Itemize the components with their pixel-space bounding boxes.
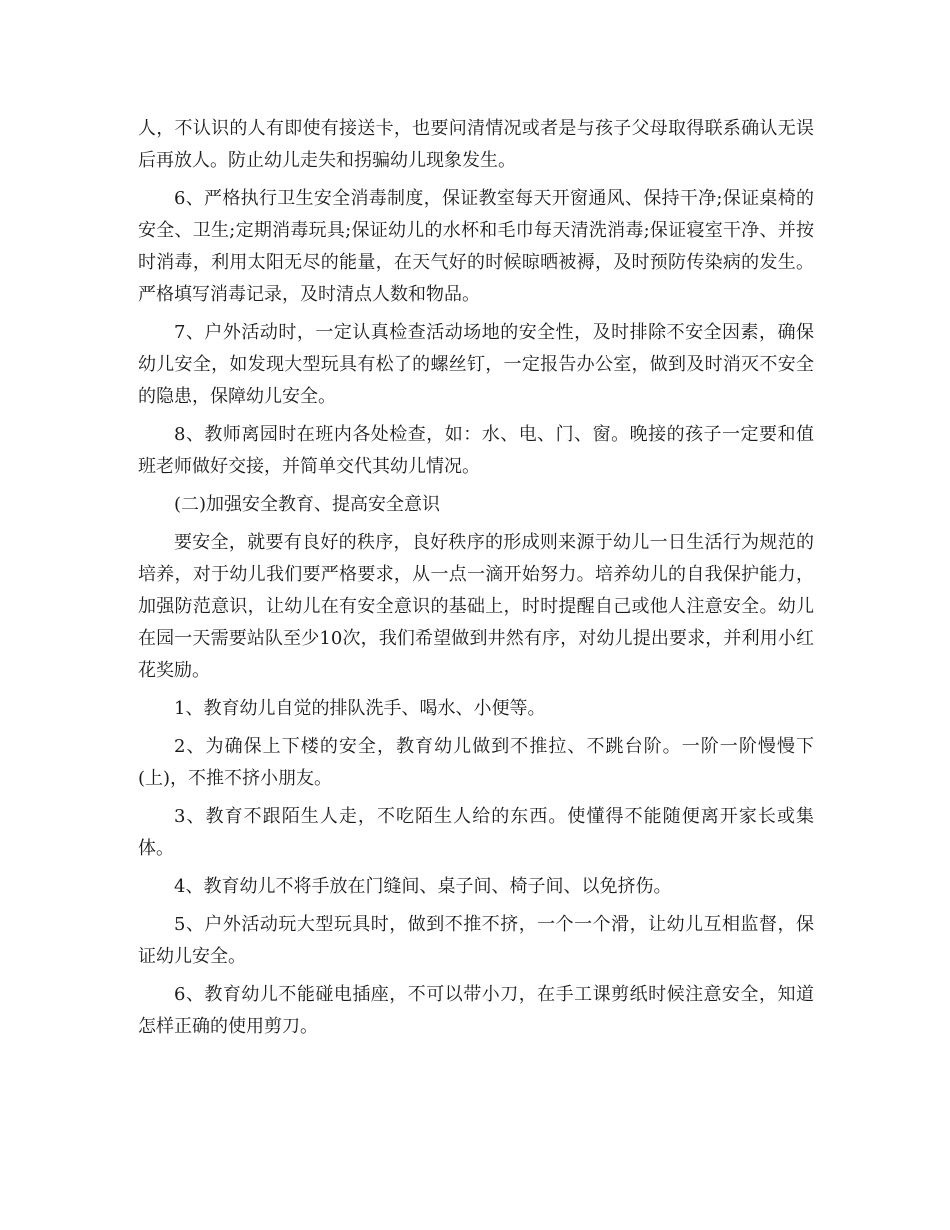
list-item-playground: 5、户外活动玩大型玩具时，做到不推不挤，一个一个滑，让幼儿互相监督，保证幼儿安全。: [138, 914, 814, 967]
document-body: [138, 113, 814, 1049]
paragraph-outdoor-check: 7、户外活动时，一定认真检查活动场地的安全性，及时排除不安全因素，确保幼儿安全，如发现大型玩具有松了的螺丝钉，一定报告办公室，做到及时消灭不安全的隐患，保障幼儿安全。: [138, 322, 814, 407]
paragraph-continued: 人，不认识的人有即使有接送卡，也要问清情况或者是与孩子父母取得联系确认无误后再放人。防止幼儿走失和拐骗幼儿现象发生。: [138, 118, 814, 171]
paragraph-leaving-check: 8、教师离园时在班内各处检查，如：水、电、门、窗。晚接的孩子一定要和值班老师做好交接，并简单交代其幼儿情况。: [138, 424, 814, 477]
paragraph-disinfection-rule: 6、严格执行卫生安全消毒制度，保证教室每天开窗通风、保持干净;保证桌椅的安全、卫生;定期消毒玩具;保证幼儿的水杯和毛巾每天清洗消毒;保证寝室干净、并按时消毒，利用太阳无尽的能量，在天气好的时候晾晒被褥，及时预防传染病的发生。严格填写消毒记录，及时清点人数和物品。: [138, 188, 814, 305]
list-item-queue: 1、教育幼儿自觉的排队洗手、喝水、小便等。: [174, 698, 546, 719]
paragraph-safety-order: 要安全，就要有良好的秩序，良好秩序的形成则来源于幼儿一日生活行为规范的培养，对于幼儿我们要严格要求，从一点一滴开始努力。培养幼儿的自我保护能力，加强防范意识，让幼儿在有安全意识的基础上，时时提醒自己或他人注意安全。幼儿在园一天需要站队至少10次，我们希望做到井然有序，对幼儿提出要求，并利用小红花奖励。: [138, 532, 814, 681]
list-item-hands: 4、教育幼儿不将手放在门缝间、桌子间、椅子间、以免挤伤。: [174, 876, 672, 897]
list-item-stairs: 2、为确保上下楼的安全，教育幼儿做到不推拉、不跳台阶。一阶一阶慢慢下(上)，不推不挤小朋友。: [138, 736, 814, 789]
list-item-electric: 6、教育幼儿不能碰电插座，不可以带小刀，在手工课剪纸时候注意安全，知道怎样正确的使用剪刀。: [138, 984, 814, 1037]
section-heading: (二)加强安全教育、提高安全意识: [174, 494, 441, 515]
list-item-strangers: 3、教育不跟陌生人走，不吃陌生人给的东西。使懂得不能随便离开家长或集体。: [138, 806, 814, 859]
